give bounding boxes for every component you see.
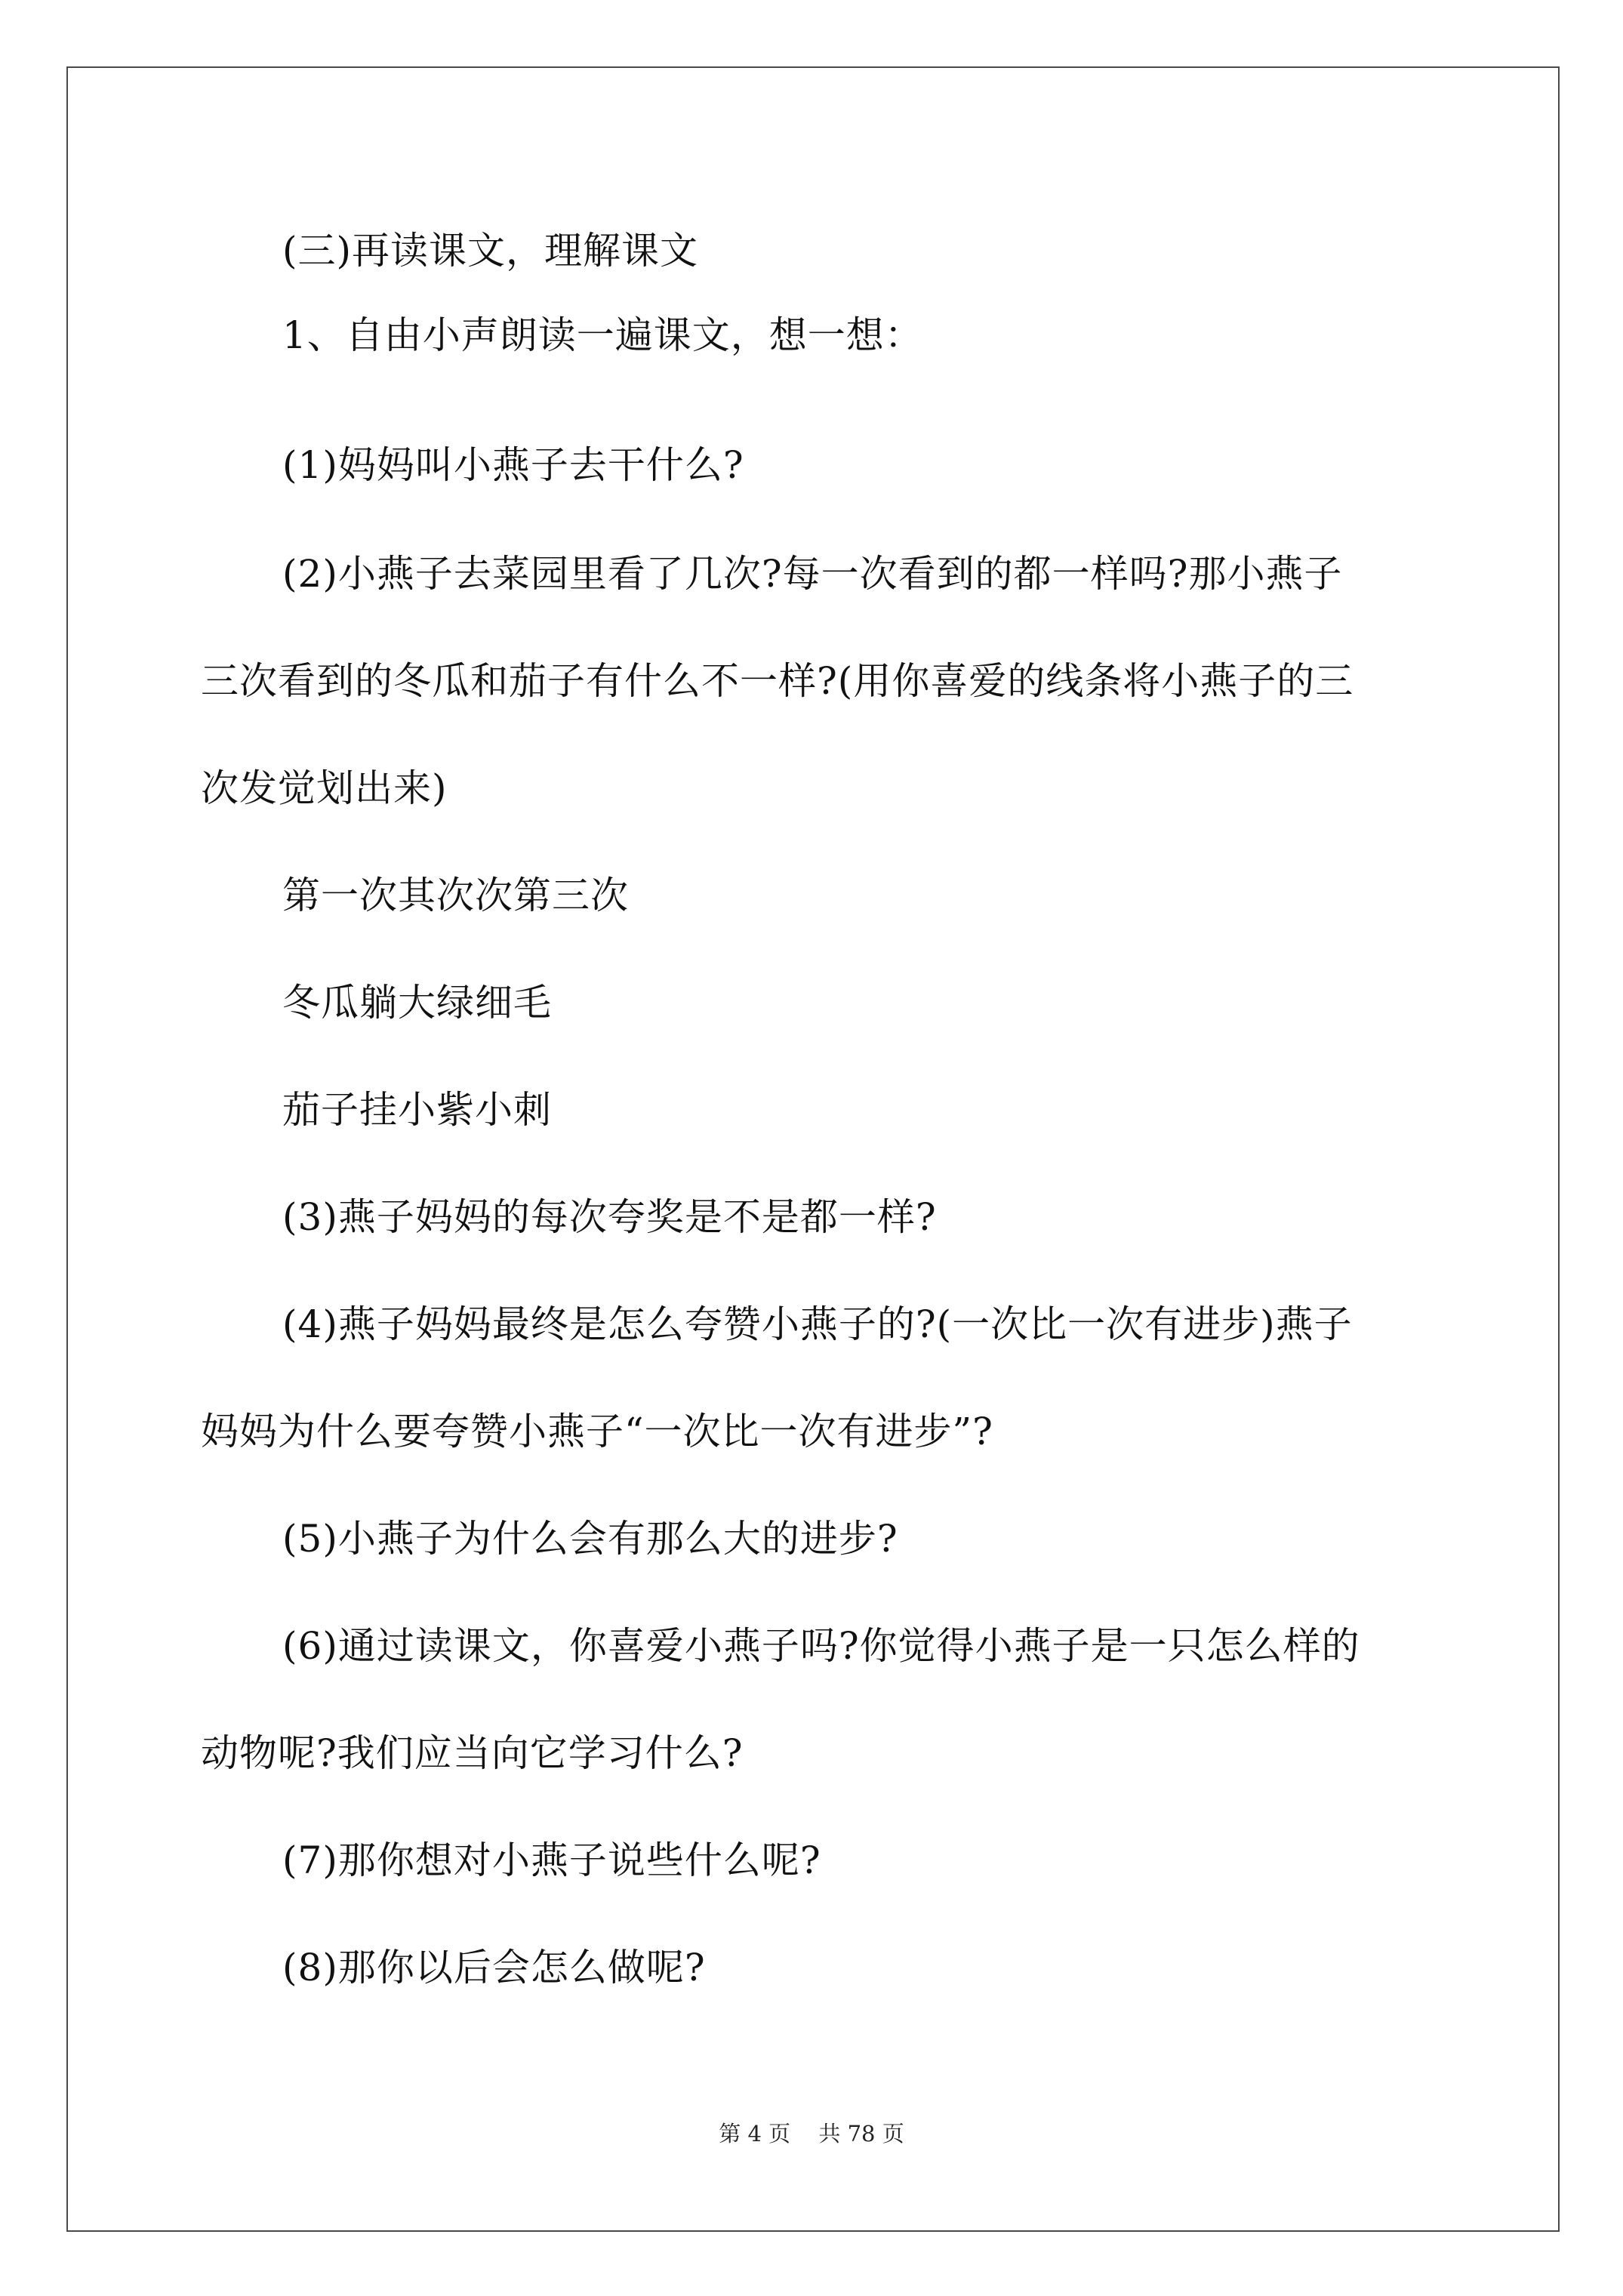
- page-number: 第 4 页: [719, 2121, 791, 2147]
- paragraph-line: 动物呢?我们应当向它学习什么?: [201, 1731, 744, 1775]
- paragraph-line: (5)小燕子为什么会有那么大的进步?: [282, 1517, 898, 1561]
- paragraph-line: (1)妈妈叫小燕子去干什么?: [282, 443, 744, 487]
- paragraph-line: 妈妈为什么要夸赞小燕子“一次比一次有进步”?: [201, 1410, 993, 1453]
- paragraph-line: (8)那你以后会怎么做呢?: [282, 1946, 706, 1989]
- section-heading: (三)再读课文，理解课文: [282, 229, 699, 273]
- paragraph-line: 次发觉划出来): [201, 766, 448, 810]
- paragraph-line: 茄子挂小紫小刺: [282, 1088, 552, 1132]
- paragraph-line: 第一次其次次第三次: [282, 874, 629, 917]
- paragraph-line: (7)那你想对小燕子说些什么呢?: [282, 1838, 821, 1882]
- paragraph-line: 三次看到的冬瓜和茄子有什么不一样?(用你喜爱的线条将小燕子的三: [201, 659, 1354, 703]
- paragraph-line: (4)燕子妈妈最终是怎么夸赞小燕子的?(一次比一次有进步)燕子: [282, 1302, 1353, 1346]
- paragraph-line: (3)燕子妈妈的每次夸奖是不是都一样?: [282, 1195, 937, 1239]
- page-total: 共 78 页: [818, 2121, 904, 2147]
- page-border: [66, 66, 1560, 2232]
- paragraph-line: 冬瓜躺大绿细毛: [282, 981, 552, 1025]
- paragraph-line: 1、自由小声朗读一遍课文，想一想：: [282, 313, 923, 357]
- paragraph-line: (6)通过读课文，你喜爱小燕子吗?你觉得小燕子是一只怎么样的: [282, 1624, 1360, 1668]
- paragraph-line: (2)小燕子去菜园里看了几次?每一次看到的都一样吗?那小燕子: [282, 552, 1343, 596]
- page-footer: [0, 2120, 1623, 2147]
